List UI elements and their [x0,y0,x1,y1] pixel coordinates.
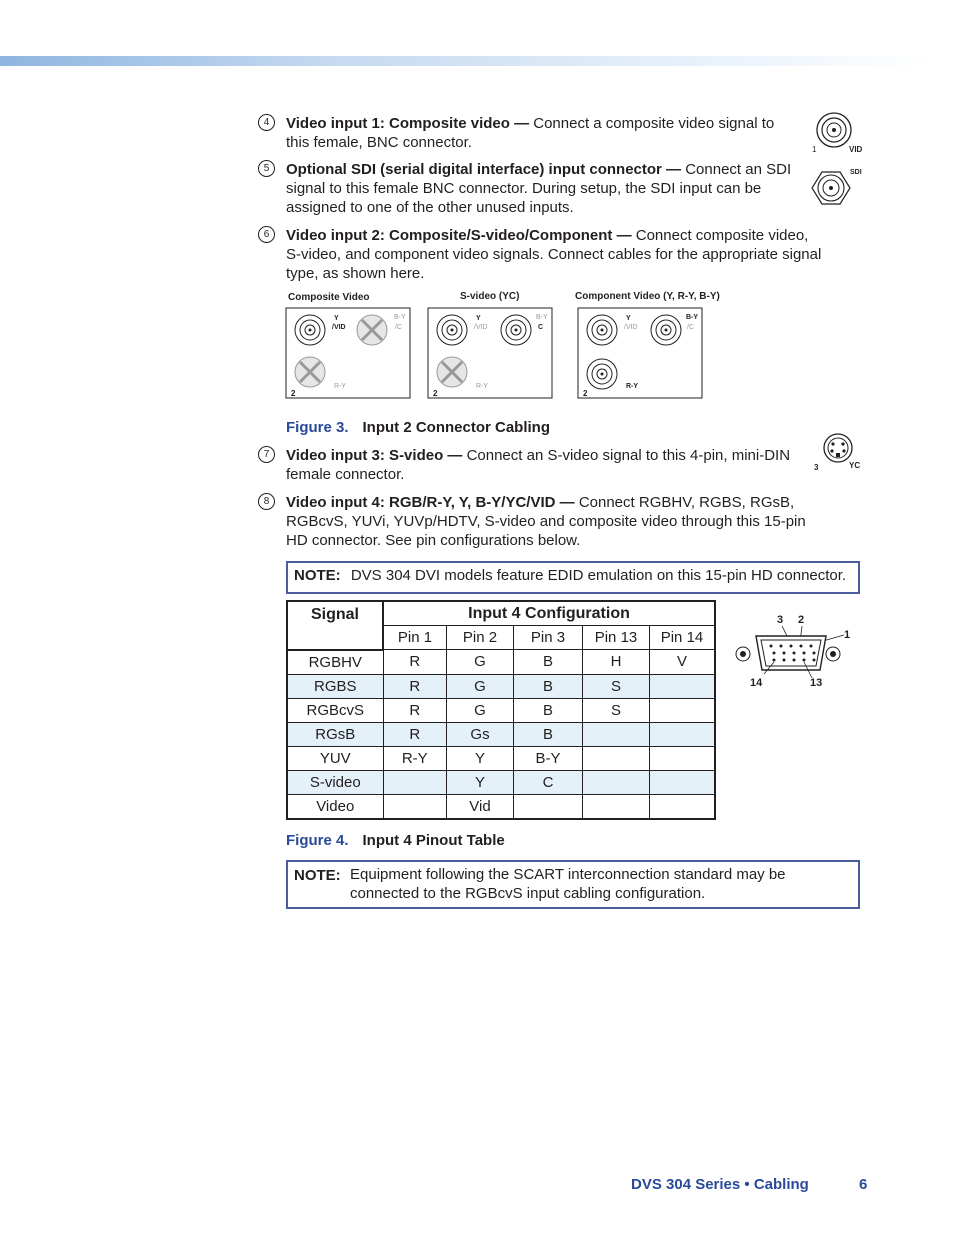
bnc-vid-icon [810,110,866,156]
table-cell [583,722,650,746]
note-label: NOTE: [294,567,341,584]
table-cell: S [583,674,650,698]
table-cell: S [583,698,650,722]
figure-4-caption [286,832,505,849]
table-cell: Video [287,794,383,819]
table-row [287,746,715,770]
item-video-input-4 [286,493,826,550]
item-text: Connect an S-video signal to this 4-pin, mini-DIN female connector. [286,447,791,483]
pin-label: B-Y [536,314,548,321]
table-cell [650,746,716,770]
table-cell: B [514,650,583,675]
item-title: Video input 4: RGB/R-Y, Y, B-Y/YC/VID — [286,494,575,511]
table-cell: Y [447,746,514,770]
yc-label: YC [849,461,861,470]
table-cell: S-video [287,770,383,794]
step-number: 5 [258,160,275,177]
pin-label: Y [476,315,481,322]
table-cell: Vid [447,794,514,819]
table-cell [583,794,650,819]
item-video-input-3 [286,446,801,484]
pin-label: 2 [433,389,438,398]
pin-number: 1 [844,629,851,641]
table-row [287,650,715,675]
item-title: Optional SDI (serial digital interface) input connector — [286,161,682,178]
note-label: NOTE: [294,867,341,884]
table-cell: R [383,722,447,746]
table-cell: RGBS [287,674,383,698]
note-scart [286,860,860,909]
pin-header: Pin 14 [650,626,716,650]
pin-label: R-Y [476,383,489,390]
table-cell: Y [447,770,514,794]
panel-title: Composite Video [288,292,370,303]
item-text: Connect RGBHV, RGBS, RGsB, RGBcvS, YUVi, YUVp/HDTV, S-video and composite video through this 15-pin HD connector. See pin configurations below. [286,494,806,549]
table-cell [583,746,650,770]
pin-number: 14 [750,677,763,689]
table-cell: R [383,698,447,722]
table-cell [583,770,650,794]
item-text: Connect composite video, S-video, and component video signals. Connect cables for the appropriate signal type, as shown here. [286,227,822,282]
table-cell [383,770,447,794]
step-number: 7 [258,446,275,463]
vid-label: VID [849,145,863,154]
table-cell: B-Y [514,746,583,770]
step-number: 4 [258,114,275,131]
pinout-table [286,600,716,820]
table-row [287,770,715,794]
pin-header: Pin 2 [447,626,514,650]
table-cell [650,794,716,819]
figure-label: Figure 4. [286,832,349,849]
table-cell [650,674,716,698]
panel-title: S-video (YC) [460,291,520,302]
yc-num: 3 [814,463,819,472]
table-row [287,722,715,746]
pin-number: 3 [777,614,784,626]
table-cell: R [383,674,447,698]
pin-label: 2 [291,389,296,398]
signal-header: Signal [287,601,383,650]
item-video-input-1 [286,114,796,152]
item-title: Video input 2: Composite/S-video/Component — [286,227,632,244]
table-cell [383,794,447,819]
item-text: Connect a composite video signal to this female, BNC connector. [286,115,775,151]
mini-din-icon [810,432,866,474]
pin-label: /VID [332,324,346,331]
item-video-input-2 [286,226,826,283]
item-title: Video input 1: Composite video — [286,115,530,132]
table-cell: V [650,650,716,675]
table-cell: G [447,698,514,722]
table-cell: G [447,650,514,675]
pin-label: R-Y [334,383,347,390]
table-cell: H [583,650,650,675]
table-row [287,698,715,722]
table-cell: B [514,674,583,698]
table-cell [650,722,716,746]
pin-number: 13 [810,677,823,689]
pin-header: Pin 1 [383,626,447,650]
bnc-sdi-icon [810,164,866,210]
pin-label: /C [687,324,694,331]
table-cell [650,770,716,794]
pin-label: R-Y [626,383,639,390]
sdi-label: SDI [850,169,862,176]
note-text: Equipment following the SCART interconnection standard may be connected to the RGBcvS input cabling configuration. [350,866,786,902]
table-cell: RGsB [287,722,383,746]
figure-3-caption [286,419,550,436]
table-cell [650,698,716,722]
figure-caption: Input 4 Pinout Table [362,832,505,849]
pin-label: B-Y [394,314,406,321]
table-cell: G [447,674,514,698]
table-cell: R-Y [383,746,447,770]
table-cell: C [514,770,583,794]
footer-title: DVS 304 Series • Cabling [631,1176,809,1193]
pin-header: Pin 3 [514,626,583,650]
pin-label: /C [395,324,402,331]
table-row [287,794,715,819]
pin-header: Pin 13 [583,626,650,650]
vid-num: 1 [812,145,817,154]
header-bar [0,56,930,66]
table-cell [514,794,583,819]
figure-caption: Input 2 Connector Cabling [362,419,551,436]
table-cell: RGBHV [287,650,383,675]
pin-label: B-Y [686,314,699,321]
pin-number: 2 [798,614,805,626]
panel-title: Component Video (Y, R-Y, B-Y) [575,291,720,302]
table-cell: R [383,650,447,675]
pin-label: C [538,324,544,331]
note-text: DVS 304 DVI models feature EDID emulation on this 15-pin HD connector. [350,567,847,584]
item-text: Connect an SDI signal to this female BNC connector. During setup, the SDI input can be assigned to one of the other unused inputs. [286,161,792,216]
pin-label: 2 [583,389,588,398]
table-cell: B [514,698,583,722]
figure-3-diagram [284,288,744,404]
pin-label: /VID [474,324,488,331]
step-number: 8 [258,493,275,510]
item-sdi-input [286,160,796,217]
hd15-connector-icon [730,608,854,692]
step-number: 6 [258,226,275,243]
pin-label: /VID [624,324,638,331]
pin-label: Y [334,315,339,322]
figure-label: Figure 3. [286,419,349,436]
table-cell: Gs [447,722,514,746]
item-title: Video input 3: S-video — [286,447,463,464]
pin-label: Y [626,315,631,322]
table-row [287,674,715,698]
table-cell: B [514,722,583,746]
page-number: 6 [859,1176,868,1193]
config-header: Input 4 Configuration [383,601,715,626]
table-cell: RGBcvS [287,698,383,722]
table-cell: YUV [287,746,383,770]
note-edid [286,561,860,594]
